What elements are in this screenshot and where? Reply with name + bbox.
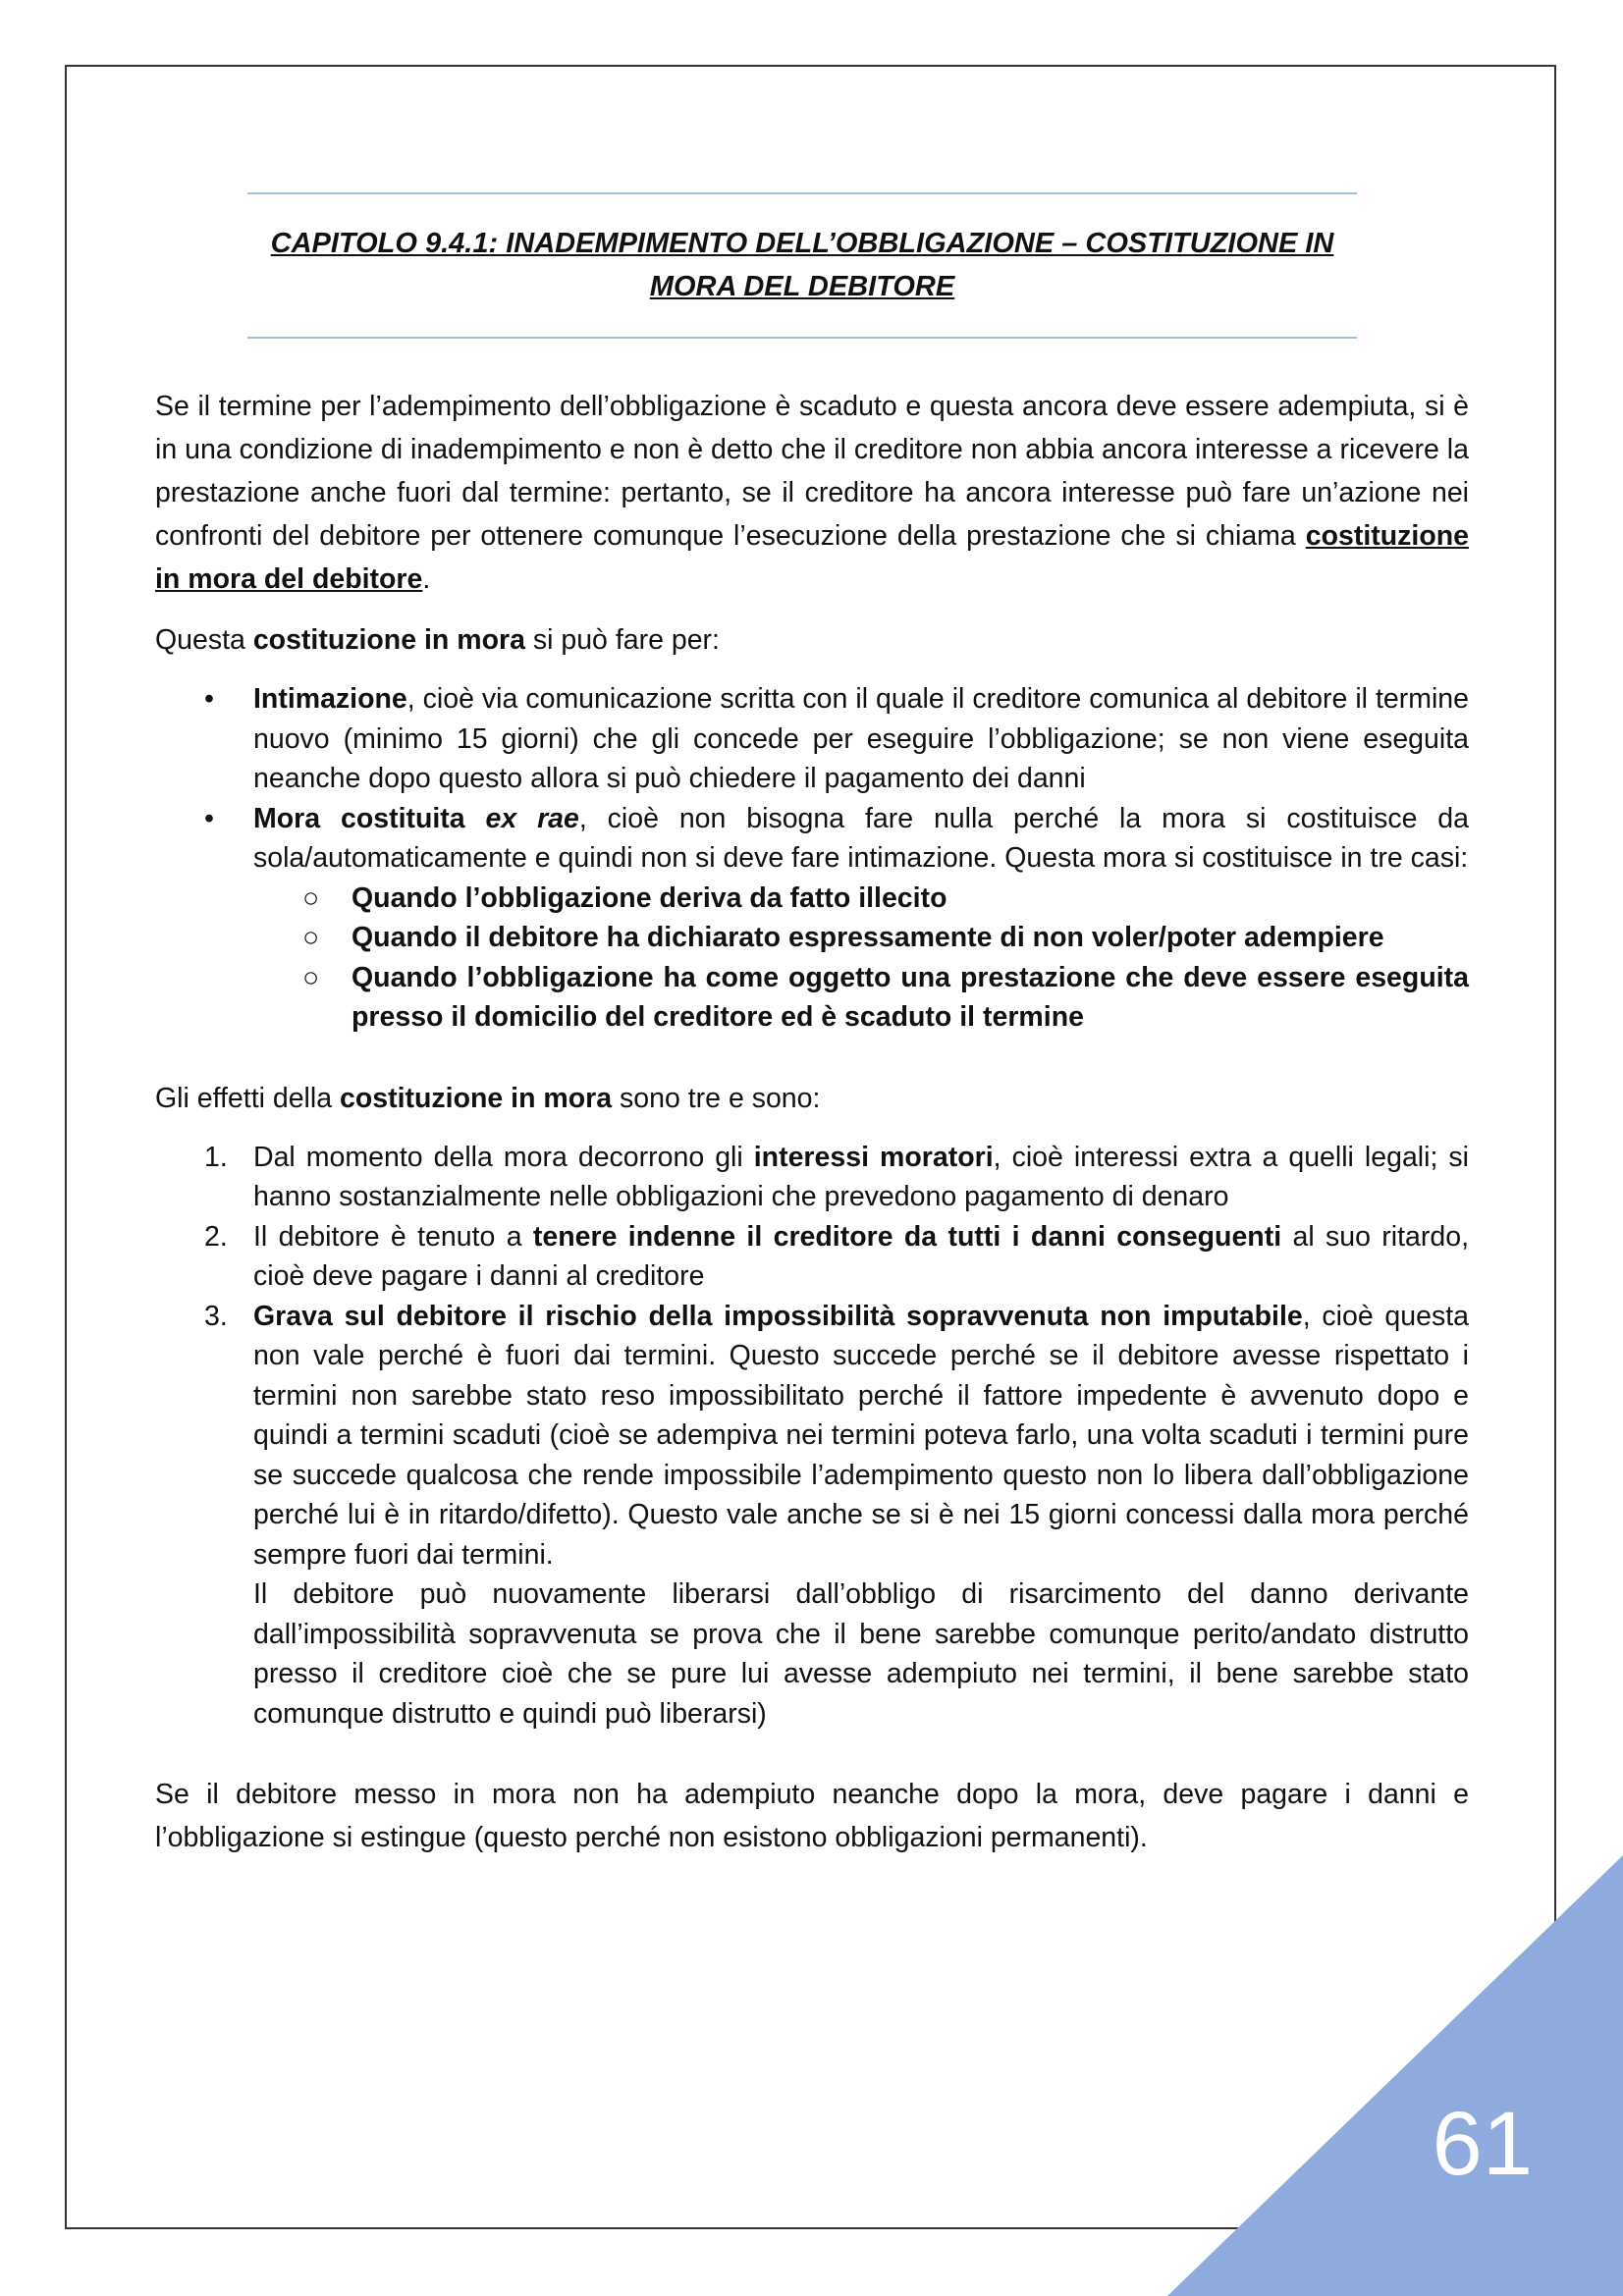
bullet-icon: •	[204, 683, 214, 715]
lead-in-before: Questa	[155, 624, 253, 656]
effects-lead-bold: costituzione in mora	[340, 1082, 613, 1114]
effect-after: al suo ritardo, cioè deve pagare i danni al creditore	[253, 1220, 1469, 1292]
intro-end: .	[422, 563, 431, 595]
sub-list-item	[253, 918, 1469, 958]
intro-text: Se il termine per l’adempimento dell’obbligazione è scaduto e questa ancora deve essere adempiuta, si è in una condizione di inadempimento e non è detto che il creditore non abbia ancora interesse a ricevere la prestazione anche fuori dal termine: pertanto, se il creditore ha ancora interesse può fare un’azione nei confronti del debitore per ottenere comunque l’esecuzione della prestazione che si chiama	[155, 391, 1469, 552]
lead-in-bold: costituzione in mora	[252, 624, 525, 656]
lead-in-paragraph	[155, 618, 1469, 662]
effects-lead-after: sono tre e sono:	[612, 1082, 821, 1114]
title-rule-top	[247, 192, 1357, 194]
effect-bold: interessi moratori	[753, 1141, 994, 1173]
effects-list	[155, 1138, 1469, 1735]
sub-item-text: Quando il debitore ha dichiarato espressamente di non voler/poter adempiere	[352, 922, 1384, 953]
list-item	[155, 799, 1469, 1038]
closing-paragraph: Se il debitore messo in mora non ha adempiuto neanche dopo la mora, deve pagare i danni e l’obbligazione si estingue (questo perché non esistono obbligazioni permanenti).	[155, 1779, 1469, 1853]
chapter-title-line-1: CAPITOLO 9.4.1: INADEMPIMENTO DELL’OBBLIGAZIONE – COSTITUZIONE IN	[270, 228, 1334, 259]
effects-lead-before: Gli effetti della	[155, 1082, 340, 1114]
bullet-text: , cioè non bisogna fare nulla perché la mora si costituisce da sola/automaticamente e quindi non si deve fare intimazione. Questa mora si costituisce in tre casi:	[253, 802, 1469, 874]
page-body	[155, 385, 1469, 1859]
corner-triangle	[1167, 1855, 1623, 2296]
list-item	[155, 1217, 1469, 1297]
item-number: 3.	[204, 1300, 228, 1332]
intro-emphasis: costituzione in mora del debitore	[155, 520, 1469, 595]
chapter-title-line-2: MORA DEL DEBITORE	[649, 271, 955, 302]
bullet-icon: •	[204, 802, 214, 834]
sub-list-item	[253, 958, 1469, 1038]
title-rule-bottom	[247, 337, 1357, 339]
item-number: 2.	[204, 1220, 228, 1253]
effect-bold: Grava sul debitore il rischio della impossibilità sopravvenuta non imputabile	[253, 1300, 1303, 1332]
sub-item-text: Quando l’obbligazione deriva da fatto illecito	[352, 881, 947, 914]
item-number: 1.	[204, 1141, 228, 1173]
circle-bullet-icon: ○	[302, 961, 320, 993]
bullet-bold-italic: ex rae	[485, 802, 579, 834]
sub-item-text: Quando l’obbligazione ha come oggetto una prestazione che deve essere eseguita presso il domicilio del creditore ed è scaduto il termine	[352, 961, 1469, 1033]
effects-lead-paragraph	[155, 1077, 1469, 1120]
effect-before: Dal momento della mora decorrono gli	[253, 1141, 754, 1173]
list-item	[155, 1138, 1469, 1217]
bullet-bold: Mora costituita	[253, 802, 486, 834]
effect-extra: Il debitore può nuovamente liberarsi dall’obbligo di risarcimento del danno derivante dall’impossibilità sopravvenuta se prova che il bene sarebbe comunque perito/andato distrutto presso il creditore cioè che se pure lui avesse adempiuto nei termini, il bene sarebbe stato comunque distrutto e quindi può liberarsi)	[253, 1578, 1469, 1730]
sub-list-item	[253, 879, 1469, 919]
page-number: 61	[1432, 2094, 1533, 2194]
lead-in-after: si può fare per:	[524, 624, 720, 656]
circle-bullet-icon: ○	[302, 881, 320, 914]
bullet-text: , cioè via comunicazione scritta con il quale il creditore comunica al debitore il termine nuovo (minimo 15 giorni) che gli concede per eseguire l’obbligazione; se non viene eseguita neanche dopo questo allora si può chiedere il pagamento dei danni	[253, 683, 1469, 794]
effect-before: Il debitore è tenuto a	[253, 1220, 533, 1253]
effect-bold: tenere indenne il creditore da tutti i danni conseguenti	[532, 1220, 1282, 1253]
chapter-title	[247, 222, 1357, 308]
list-item	[155, 679, 1469, 799]
intro-paragraph	[155, 385, 1469, 601]
circle-bullet-icon: ○	[302, 922, 320, 953]
mora-cases-list	[253, 879, 1469, 1038]
list-item	[155, 1297, 1469, 1735]
effect-after: , cioè questa non vale perché è fuori dai termini. Questo succede perché se il debitore avesse rispettato i termini non sarebbe stato reso impossibilitato perché il fattore impedente è avvenuto dopo e quindi a termini scaduti (cioè se adempiva nei termini poteva farlo, una volta scaduti i termini pure se succede qualcosa che rende impossibile l’adempimento questo non lo libera dall’obbligazione perché lui è in ritardo/difetto). Questo vale anche se si è nei 15 giorni concessi dalla mora perché sempre fuori dai termini.	[253, 1300, 1470, 1571]
effect-after: , cioè interessi extra a quelli legali; si hanno sostanzialmente nelle obbligazioni che prevedono pagamento di denaro	[253, 1141, 1469, 1212]
bullet-bold: Intimazione	[253, 683, 407, 715]
mora-types-list	[155, 679, 1469, 1038]
